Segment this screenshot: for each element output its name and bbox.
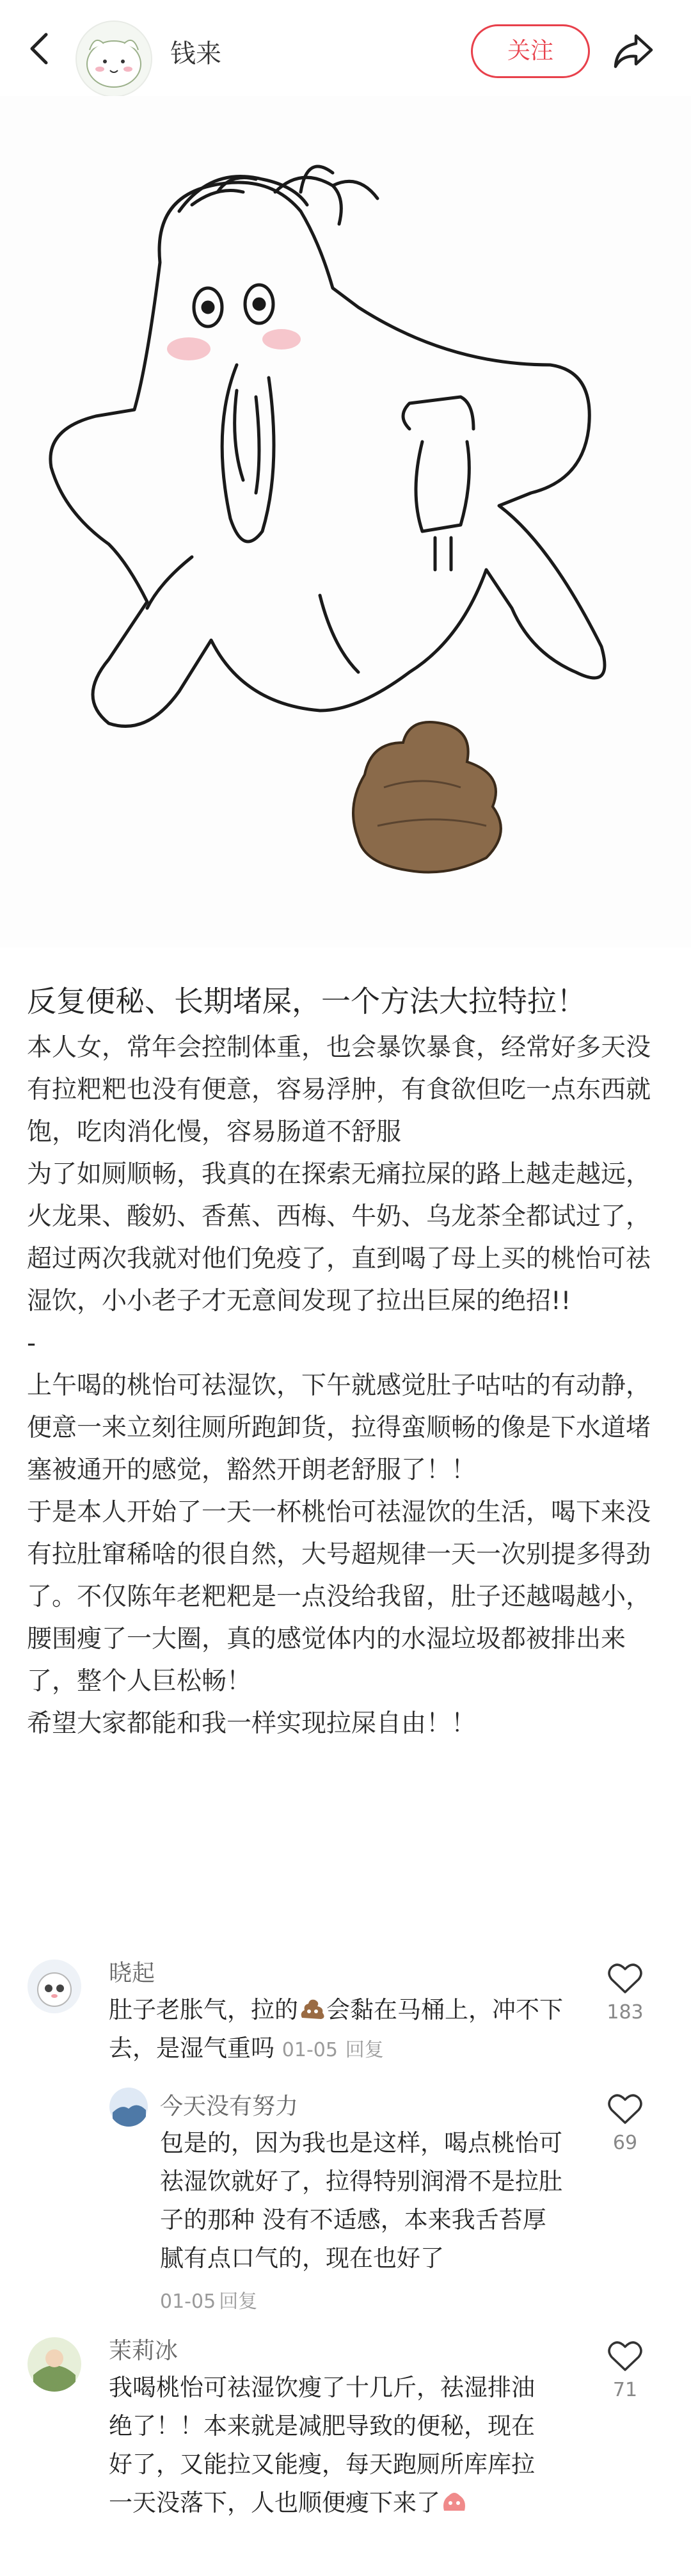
chevron-left-icon[interactable] [23,31,59,67]
poop-emoji-icon [298,1995,326,2020]
post-paragraph: 为了如厕顺畅，我真的在探索无痛拉屎的路上越走越远，火龙果、酸奶、香蕉、西梅、牛奶、乌龙茶全都试过了，超过两次我就对他们免疫了，直到喝了母上买的桃怡可祛湿饮，小小老子才无意间发现了拉出巨屎的绝招!! [27,1160,651,1316]
poop-drawing [353,722,501,873]
share-arrow-icon[interactable] [612,32,655,70]
comment-item [0,1946,691,2313]
comment-text [109,1991,595,2070]
comment-text-part: 我喝桃怡可祛湿饮瘦了十几斤，祛湿排油绝了！！本来就是减肥导致的便秘，现在好了，又能拉又能瘦，每天跑厕所库库拉一天没落下，人也顺便瘦下来了 [109,2374,535,2516]
reply-button[interactable]: 回复 [345,2039,384,2061]
post-paragraph: 本人女，常年会控制体重，也会暴饮暴食，经常好多天没有拉粑粑也没有便意，容易浮肿，有食欲但吃一点东西就饱，吃肉消化慢，容易肠道不舒服 [27,1033,651,1147]
comment-text-part: 会黏在马桶上，冲不下去，是湿气重吗 [109,1996,563,2062]
heart-outline-icon[interactable] [607,1961,644,1995]
post-paragraph: - [27,1329,36,1358]
avatar[interactable] [109,2087,148,2127]
blush-emoji-icon [440,2488,468,2513]
like-count: 183 [607,2001,644,2024]
post-illustration[interactable] [0,96,691,947]
comment-item [0,2324,691,2576]
comment-date: 01-05 [282,2039,338,2061]
comment-date: 01-05 [160,2290,216,2313]
avatar[interactable] [27,1959,82,2014]
post-body [27,1027,667,1745]
follow-button[interactable]: 关注 [471,24,590,78]
comment-text-part: 肚子老胀气，拉的 [109,1996,298,2024]
like-count: 71 [612,2379,638,2401]
reply-button[interactable]: 回复 [219,2290,258,2313]
heart-outline-icon[interactable] [607,2339,644,2372]
commenter-name[interactable]: 茉莉冰 [109,2338,179,2364]
cartoon-character-drawing [0,96,691,947]
comment-text: 包是的，因为我也是这样，喝点桃怡可祛湿饮就好了，拉得特别润滑不是拉肚子的那种 没有不适感，本来我舌苔厚腻有点口气的，现在也好了 [160,2129,562,2272]
post-title: 反复便秘、长期堵屎，一个方法大拉特拉！ [27,984,586,1018]
comment-meta [160,2285,257,2314]
heart-outline-icon[interactable] [607,2092,644,2125]
author-name[interactable]: 钱来 [170,39,221,68]
author-avatar[interactable] [75,20,152,97]
top-bar [0,0,691,96]
post-paragraph: 希望大家都能和我一样实现拉屎自由！！ [27,1709,477,1738]
post-paragraph: 于是本人开始了一天一杯桃怡可祛湿饮的生活，喝下来没有拉肚窜稀啥的很自然，大号超规律一天一次别提多得劲了。不仅陈年老粑粑是一点没给我留，肚子还越喝越小，腰围瘦了一大圈，真的感觉体内的水湿垃圾都被排出来了，整个人巨松畅！ [27,1498,651,1696]
like-count: 69 [612,2132,638,2154]
post-paragraph: 上午喝的桃怡可祛湿饮，下午就感觉肚子咕咕的有动静，便意一来立刻往厕所跑卸货，拉得蛮顺畅的像是下水道堵塞被通开的感觉，豁然开朗老舒服了！！ [27,1371,651,1485]
comment-text [109,2369,544,2522]
avatar[interactable] [27,2337,82,2392]
commenter-name[interactable]: 晓起 [109,1960,155,1986]
commenter-name[interactable]: 今天没有努力 [160,2093,299,2120]
